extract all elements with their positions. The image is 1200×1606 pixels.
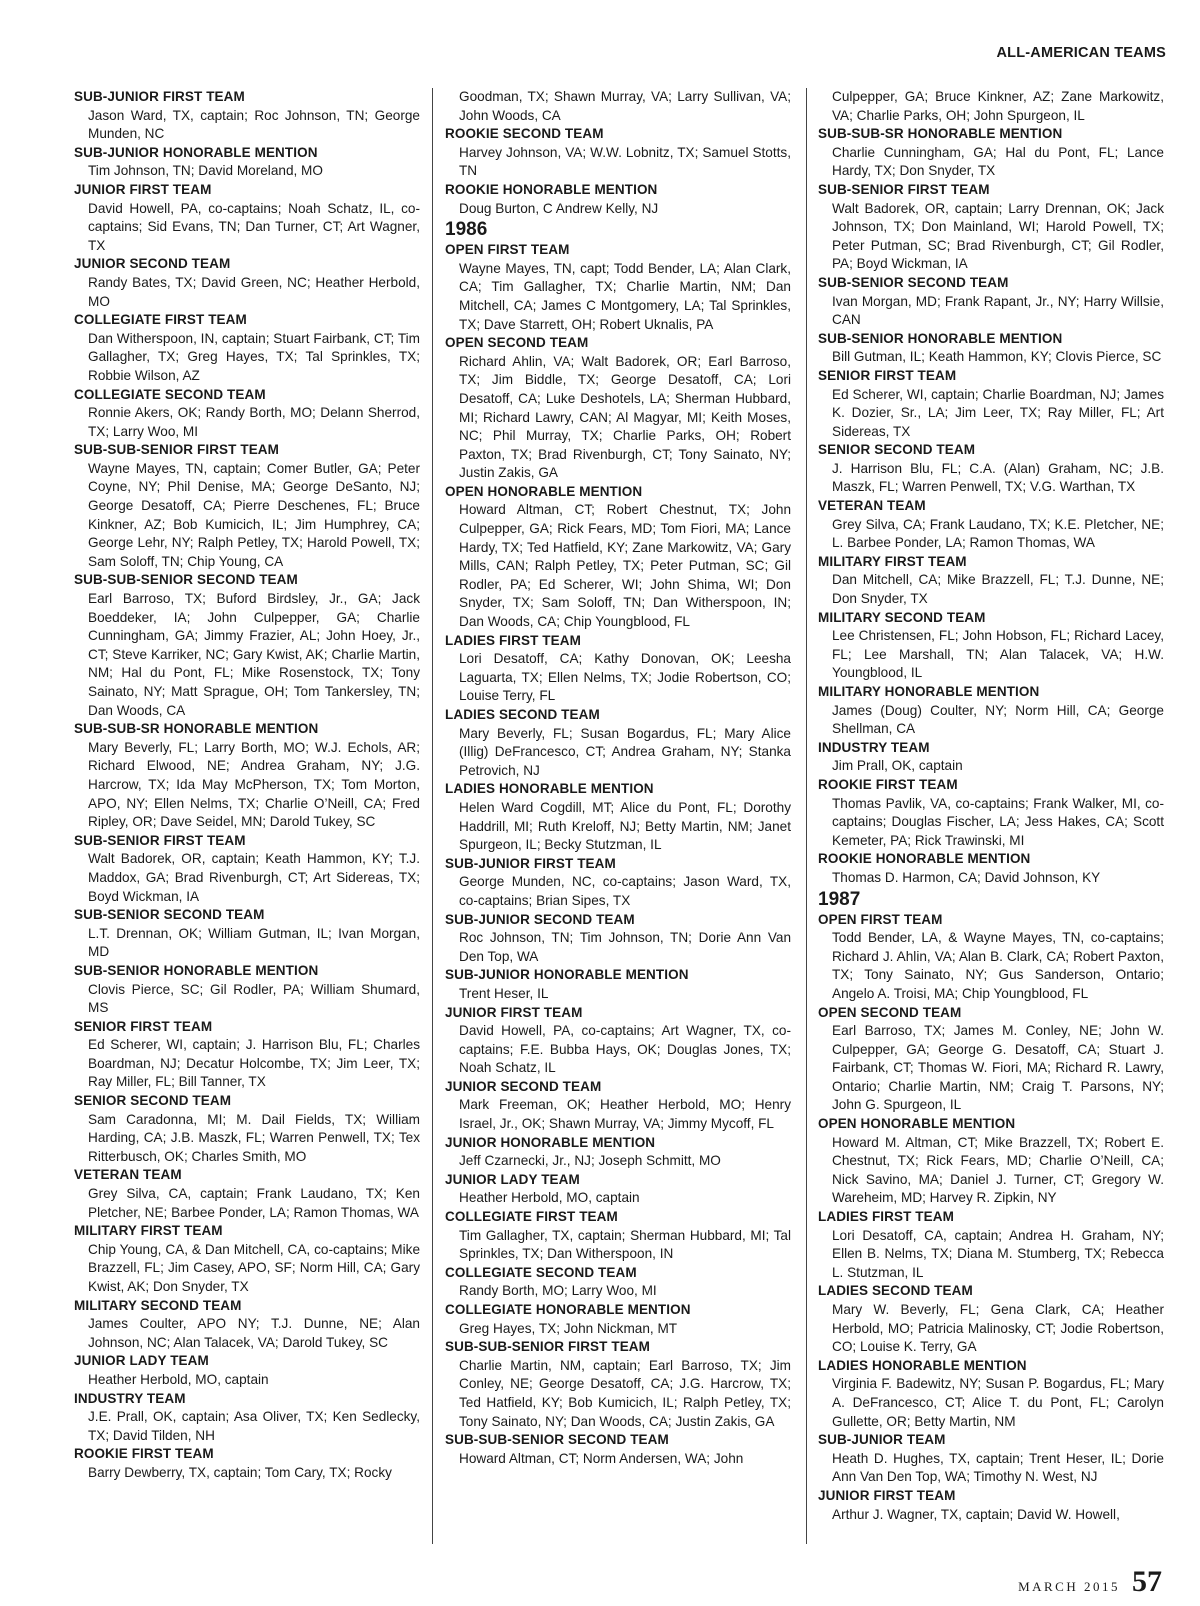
team-members: Heath D. Hughes, TX, captain; Trent Heser, IL; Dorie Ann Van Den Top, WA; Timothy N. West, NJ <box>832 1450 1164 1485</box>
team-members: Jason Ward, TX, captain; Roc Johnson, TN; George Munden, NC <box>88 107 420 142</box>
year-heading: 1987 <box>818 888 861 910</box>
team-members: Earl Barroso, TX; James M. Conley, NE; John W. Culpepper, GA; George G. Desatoff, CA; Stuart J. Fairbank, CT; Thomas W. Fiori, MA; Richard R. Lawry, Ontario; Charlie Martin, NM; Craig T. Parsons, NY; John G. Spurgeon, IL <box>832 1023 1164 1113</box>
team-members: Grey Silva, CA; Frank Laudano, TX; K.E. Pletcher, NE; L. Barbee Ponder, LA; Ramon Thomas, WA <box>832 516 1164 551</box>
team-members: Lori Desatoff, CA, captain; Andrea H. Graham, NY; Ellen B. Nelms, TX; Diana M. Stumberg, TX; Rebecca L. Stutzman, IL <box>832 1227 1164 1280</box>
team-members: Doug Burton, C Andrew Kelly, NJ <box>459 200 659 216</box>
team-heading: SUB-JUNIOR HONORABLE MENTION <box>445 967 689 983</box>
team-heading: SUB-SENIOR FIRST TEAM <box>74 832 246 848</box>
team-members: Goodman, TX; Shawn Murray, VA; Larry Sullivan, VA; John Woods, CA <box>459 89 791 123</box>
team-heading: SUB-SENIOR HONORABLE MENTION <box>818 330 1063 346</box>
team-heading: LADIES SECOND TEAM <box>445 707 600 722</box>
team-members: Walt Badorek, OR, captain; Larry Drennan, OK; Jack Johnson, TX; Don Mainland, WI; Harold Powell, TX; Peter Putman, SC; Brad Rivenburgh, CT; Gil Rodler, PA; Boyd Wickman, IA <box>832 200 1164 272</box>
team-heading: SUB-SENIOR HONORABLE MENTION <box>74 962 319 978</box>
column-3 <box>818 88 1164 1554</box>
team-members: Tim Gallagher, TX, captain; Sherman Hubbard, MI; Tal Sprinkles, TX; Dan Witherspoon, IN <box>459 1227 791 1262</box>
team-heading: SENIOR SECOND TEAM <box>74 1093 232 1109</box>
team-heading: SUB-SUB-SENIOR SECOND TEAM <box>74 572 298 588</box>
team-heading: ROOKIE FIRST TEAM <box>818 776 958 792</box>
team-heading: JUNIOR LADY TEAM <box>74 1353 209 1369</box>
team-members: James Coulter, APO NY; T.J. Dunne, NE; Alan Johnson, NC; Alan Talacek, VA; Darold Tukey, SC <box>88 1316 420 1350</box>
team-heading: JUNIOR HONORABLE MENTION <box>445 1134 656 1150</box>
team-heading: INDUSTRY TEAM <box>74 1390 186 1406</box>
team-members: Walt Badorek, OR, captain; Keath Hammon, KY; T.J. Maddox, GA; Brad Rivenburgh, CT; Art Sidereas, TX; Boyd Wickman, IA <box>88 851 420 904</box>
team-heading: JUNIOR FIRST TEAM <box>445 1004 583 1020</box>
team-heading: COLLEGIATE SECOND TEAM <box>445 1264 637 1280</box>
section-title: ALL-AMERICAN TEAMS <box>996 45 1166 61</box>
page-number: 57 <box>1132 1565 1162 1598</box>
team-members: James (Doug) Coulter, NY; Norm Hill, CA; George Shellman, CA <box>832 702 1164 737</box>
team-members: Culpepper, GA; Bruce Kinkner, AZ; Zane Markowitz, VA; Charlie Parks, OH; John Spurgeon, IL <box>832 89 1164 123</box>
team-heading: SUB-JUNIOR FIRST TEAM <box>445 855 616 871</box>
team-heading: JUNIOR FIRST TEAM <box>818 1487 956 1503</box>
team-members: Chip Young, CA, & Dan Mitchell, CA, co-captains; Mike Brazzell, FL; Jim Casey, APO, SF; Norm Hill, CA; Gary Kwist, AK; Don Snyder, TX <box>88 1241 420 1294</box>
team-heading: INDUSTRY TEAM <box>818 739 930 755</box>
issue-date: MARCH 2015 <box>1018 1579 1120 1594</box>
column-1 <box>74 88 420 1554</box>
team-heading: SUB-JUNIOR TEAM <box>818 1432 946 1448</box>
team-members: Earl Barroso, TX; Buford Birdsley, Jr., GA; Jack Boeddeker, IA; John Culpepper, GA; Charlie Cunningham, GA; Jimmy Frazier, AL; John Hoey, Jr., CT; Steve Karriker, NC; Gary Kwist, AK; Charlie Martin, NM; Hal du Pont, FL; Mike Rosenstock, TX; Tony Sainato, NY; Matt Sprague, OH; Tom Tankersley, TN; Dan Woods, CA <box>88 591 420 718</box>
team-members: Lori Desatoff, CA; Kathy Donovan, OK; Leesha Laguarta, TX; Ellen Nelms, TX; Jodie Robertson, CO; Louise Terry, FL <box>459 651 791 704</box>
team-members: Helen Ward Cogdill, MT; Alice du Pont, FL; Dorothy Haddrill, MI; Ruth Kreloff, NJ; Betty Martin, NM; Janet Spurgeon, IL; Becky Stutzman, IL <box>459 799 791 853</box>
team-members: Howard Altman, CT; Norm Andersen, WA; John <box>459 1450 744 1466</box>
team-heading: LADIES HONORABLE MENTION <box>818 1357 1027 1373</box>
team-members: Mary W. Beverly, FL; Gena Clark, CA; Heather Herbold, MO; Patricia Malinosky, CT; Jodie Robertson, CO; Louise K. Terry, GA <box>832 1302 1164 1355</box>
team-heading: LADIES FIRST TEAM <box>445 632 581 648</box>
team-members: L.T. Drennan, OK; William Gutman, IL; Ivan Morgan, MD <box>88 925 420 960</box>
team-members: Tim Johnson, TN; David Moreland, MO <box>88 163 323 179</box>
team-heading: MILITARY SECOND TEAM <box>74 1297 242 1313</box>
team-heading: OPEN FIRST TEAM <box>445 242 570 258</box>
team-heading: COLLEGIATE FIRST TEAM <box>74 312 247 328</box>
team-heading: SUB-SUB-SENIOR FIRST TEAM <box>445 1339 650 1355</box>
team-heading: SUB-SUB-SENIOR SECOND TEAM <box>445 1432 669 1448</box>
team-members: Mark Freeman, OK; Heather Herbold, MO; Henry Israel, Jr., OK; Shawn Murray, VA; Jimmy Mycoff, FL <box>459 1097 791 1132</box>
team-heading: LADIES HONORABLE MENTION <box>445 781 654 797</box>
team-heading: VETERAN TEAM <box>74 1167 182 1183</box>
team-members: David Howell, PA, co-captains; Noah Schatz, IL, co-captains; Sid Evans, TN; Dan Turner, CT; Art Wagner, TX <box>88 200 420 253</box>
column-divider <box>806 88 807 1544</box>
team-members: Dan Mitchell, CA; Mike Brazzell, FL; T.J. Dunne, NE; Don Snyder, TX <box>832 572 1164 607</box>
team-members: Randy Bates, TX; David Green, NC; Heather Herbold, MO <box>88 274 420 309</box>
team-heading: SUB-SENIOR FIRST TEAM <box>818 181 990 197</box>
team-heading: ROOKIE HONORABLE MENTION <box>818 851 1031 867</box>
team-members: Mary Beverly, FL; Susan Bogardus, FL; Mary Alice (Illig) DeFrancesco, CT; Andrea Graham, NY; Stanka Petrovich, NJ <box>459 725 791 778</box>
team-members: Clovis Pierce, SC; Gil Rodler, PA; William Shumard, MS <box>88 981 420 1016</box>
team-heading: SENIOR FIRST TEAM <box>818 367 957 383</box>
page-footer <box>1018 1565 1162 1599</box>
team-members: Harvey Johnson, VA; W.W. Lobnitz, TX; Samuel Stotts, TN <box>459 144 791 179</box>
team-heading: SUB-SUB-SENIOR FIRST TEAM <box>74 442 279 458</box>
team-heading: OPEN SECOND TEAM <box>445 335 589 351</box>
team-heading: MILITARY SECOND TEAM <box>818 609 986 625</box>
team-members: Roc Johnson, TN; Tim Johnson, TN; Dorie Ann Van Den Top, WA <box>459 930 791 964</box>
team-heading: LADIES SECOND TEAM <box>818 1283 973 1299</box>
team-members: Randy Borth, MO; Larry Woo, MI <box>459 1283 657 1299</box>
team-heading: ROOKIE HONORABLE MENTION <box>445 181 658 197</box>
team-members: Jim Prall, OK, captain <box>832 758 963 774</box>
team-heading: MILITARY FIRST TEAM <box>74 1223 223 1239</box>
team-members: Ronnie Akers, OK; Randy Borth, MO; Delann Sherrod, TX; Larry Woo, MI <box>88 405 420 439</box>
team-members: Heather Herbold, MO, captain <box>459 1190 640 1206</box>
team-heading: ROOKIE FIRST TEAM <box>74 1446 214 1462</box>
team-members: Sam Caradonna, MI; M. Dail Fields, TX; William Harding, CA; J.B. Maszk, FL; Warren Penwell, TX; Tex Ritterbusch, OK; Charles Smith, MO <box>88 1111 420 1164</box>
team-members: Wayne Mayes, TN, capt; Todd Bender, LA; Alan Clark, CA; Tim Gallagher, TX; Charlie Martin, NM; Dan Mitchell, CA; James C Montgomery, LA; Tal Sprinkles, TX; Dave Starrett, OH; Robert Uknalis, PA <box>459 260 791 332</box>
team-heading: SUB-SENIOR SECOND TEAM <box>818 274 1009 290</box>
team-heading: OPEN FIRST TEAM <box>818 911 943 927</box>
team-members: Greg Hayes, TX; John Nickman, MT <box>459 1320 678 1336</box>
team-members: Richard Ahlin, VA; Walt Badorek, OR; Earl Barroso, TX; Jim Biddle, TX; George Desatoff, CA; Lori Desatoff, CA; Luke Deshotels, LA; Sherman Hubbard, MI; Richard Lawry, CAN; Al Magyar, MI; Keith Moses, NC; Phil Murray, TX; Charlie Parks, OH; Robert Paxton, TX; Brad Rivenburgh, CT; Tony Sainato, NY; Justin Zakis, GA <box>459 353 791 481</box>
team-heading: JUNIOR SECOND TEAM <box>445 1078 602 1094</box>
column-2 <box>445 88 791 1554</box>
year-heading: 1986 <box>445 219 488 241</box>
team-members: J. Harrison Blu, FL; C.A. (Alan) Graham, NC; J.B. Maszk, FL; Warren Penwell, TX; V.G. Warthan, TX <box>832 460 1164 495</box>
team-members: Trent Heser, IL <box>459 985 549 1001</box>
team-members: Ivan Morgan, MD; Frank Rapant, Jr., NY; Harry Willsie, CAN <box>832 293 1164 328</box>
team-heading: OPEN HONORABLE MENTION <box>445 483 643 499</box>
team-members: Thomas D. Harmon, CA; David Johnson, KY <box>832 869 1101 885</box>
team-heading: COLLEGIATE HONORABLE MENTION <box>445 1302 691 1317</box>
team-members: Mary Beverly, FL; Larry Borth, MO; W.J. Echols, AR; Richard Elwood, NE; Andrea Graham, NY; J.G. Harcrow, TX; Ida May McPherson, TX; Tom Morton, APO, NY; Ellen Nelms, TX; Charlie O’Neill, CA; Fred Ripley, OR; Dave Seidel, MN; Darold Tukey, SC <box>88 739 420 830</box>
team-heading: ROOKIE SECOND TEAM <box>445 126 604 142</box>
team-members: Charlie Martin, NM, captain; Earl Barroso, TX; Jim Conley, NE; George Desatoff, CA; J.G. Harcrow, TX; Ted Hatfield, KY; Bob Kumicich, IL; Ralph Petley, TX; Tony Sainato, NY; Dan Woods, CA; Justin Zakis, GA <box>459 1357 791 1429</box>
team-members: Dan Witherspoon, IN, captain; Stuart Fairbank, CT; Tim Gallagher, TX; Greg Hayes, TX; Tal Sprinkles, TX; Robbie Wilson, AZ <box>88 330 420 383</box>
team-heading: SUB-JUNIOR FIRST TEAM <box>74 89 245 104</box>
team-heading: SUB-JUNIOR SECOND TEAM <box>445 911 635 927</box>
team-members: Lee Christensen, FL; John Hobson, FL; Richard Lacey, FL; Lee Marshall, TN; Alan Talacek, VA; H.W. Youngblood, IL <box>832 628 1164 681</box>
team-heading: SUB-SUB-SR HONORABLE MENTION <box>74 721 319 737</box>
team-heading: SENIOR FIRST TEAM <box>74 1018 213 1034</box>
team-members: Grey Silva, CA, captain; Frank Laudano, TX; Ken Pletcher, NE; Barbee Ponder, LA; Ramon Thomas, WA <box>88 1186 420 1220</box>
team-heading: COLLEGIATE FIRST TEAM <box>445 1209 618 1225</box>
team-heading: JUNIOR SECOND TEAM <box>74 256 231 272</box>
team-members: Heather Herbold, MO, captain <box>88 1371 269 1387</box>
team-heading: SUB-JUNIOR HONORABLE MENTION <box>74 144 318 160</box>
team-members: Charlie Cunningham, GA; Hal du Pont, FL; Lance Hardy, TX; Don Snyder, TX <box>832 144 1164 179</box>
team-heading: VETERAN TEAM <box>818 498 926 514</box>
team-members: Jeff Czarnecki, Jr., NJ; Joseph Schmitt, MO <box>459 1153 721 1169</box>
team-heading: OPEN HONORABLE MENTION <box>818 1116 1016 1132</box>
team-members: Arthur J. Wagner, TX, captain; David W. Howell, <box>832 1506 1120 1522</box>
team-members: Wayne Mayes, TN, captain; Comer Butler, GA; Peter Coyne, NY; Phil Denise, MA; George DeSanto, NJ; George Desatoff, CA; Pierre Deschenes, FL; Bruce Kinkner, AZ; Bob Kumicich, IL; Jim Humphrey, CA; George Lehr, NY; Ralph Petley, TX; Harold Powell, TX; Sam Soloff, TN; Chip Young, CA <box>88 460 420 569</box>
team-heading: COLLEGIATE SECOND TEAM <box>74 386 266 402</box>
team-heading: JUNIOR FIRST TEAM <box>74 181 212 197</box>
team-members: Howard Altman, CT; Robert Chestnut, TX; John Culpepper, GA; Rick Fears, MD; Tom Fiori, MA; Lance Hardy, TX; Ted Hatfield, KY; Zane Markowitz, VA; Gary Mills, CAN; Ralph Petley, TX; Peter Putman, SC; Gil Rodler, PA; Ed Scherer, WI; John Shima, WI; Don Snyder, TX; Sam Soloff, TN; Dan Witherspoon, IN; Dan Woods, CA; Chip Youngblood, FL <box>459 502 791 630</box>
team-members: Ed Scherer, WI, captain; Charlie Boardman, NJ; James K. Dozier, Sr., LA; Jim Leer, TX; Ray Miller, FL; Art Sidereas, TX <box>832 386 1164 439</box>
team-heading: SUB-SUB-SR HONORABLE MENTION <box>818 126 1063 142</box>
team-members: George Munden, NC, co-captains; Jason Ward, TX, co-captains; Brian Sipes, TX <box>459 874 791 908</box>
team-members: Virginia F. Badewitz, NY; Susan P. Bogardus, FL; Mary A. DeFrancesco, CT; Alice T. du Pont, FL; Carolyn Gullette, OR; Betty Martin, NM <box>832 1376 1164 1429</box>
column-divider <box>432 88 433 1544</box>
team-members: J.E. Prall, OK, captain; Asa Oliver, TX; Ken Sedlecky, TX; David Tilden, NH <box>88 1409 420 1443</box>
team-members: Thomas Pavlik, VA, co-captains; Frank Walker, MI, co-captains; Douglas Fischer, LA; Jess Hakes, CA; Scott Kemeter, PA; Rick Trawinski, MI <box>832 795 1164 848</box>
team-heading: SENIOR SECOND TEAM <box>818 442 976 458</box>
team-heading: MILITARY HONORABLE MENTION <box>818 684 1040 699</box>
team-heading: OPEN SECOND TEAM <box>818 1004 962 1020</box>
team-members: Howard M. Altman, CT; Mike Brazzell, TX; Robert E. Chestnut, TX; Rick Fears, MD; Charlie O’Neill, CA; Nick Savino, MA; Daniel J. Turner, CT; Gregory W. Wareheim, MD; Harvey R. Zipkin, NY <box>832 1134 1164 1206</box>
team-heading: MILITARY FIRST TEAM <box>818 553 967 569</box>
team-heading: JUNIOR LADY TEAM <box>445 1171 580 1187</box>
team-members: Bill Gutman, IL; Keath Hammon, KY; Clovis Pierce, SC <box>832 349 1162 365</box>
team-members: Todd Bender, LA, & Wayne Mayes, TN, co-captains; Richard J. Ahlin, VA; Alan B. Clark, CA; Robert Paxton, TX; Tony Sainato, NY; Gus Sanderson, Ontario; Angelo A. Troisi, MA; Chip Youngblood, FL <box>832 930 1164 1001</box>
team-members: David Howell, PA, co-captains; Art Wagner, TX, co-captains; F.E. Bubba Hays, OK; Douglas Jones, TX; Noah Schatz, IL <box>459 1023 791 1076</box>
team-members: Ed Scherer, WI, captain; J. Harrison Blu, FL; Charles Boardman, NJ; Decatur Holcombe, TX; Jim Leer, TX; Ray Miller, FL; Bill Tanner, TX <box>88 1037 420 1090</box>
team-heading: LADIES FIRST TEAM <box>818 1209 954 1225</box>
team-members: Barry Dewberry, TX, captain; Tom Cary, TX; Rocky <box>88 1464 392 1480</box>
team-heading: SUB-SENIOR SECOND TEAM <box>74 907 265 923</box>
